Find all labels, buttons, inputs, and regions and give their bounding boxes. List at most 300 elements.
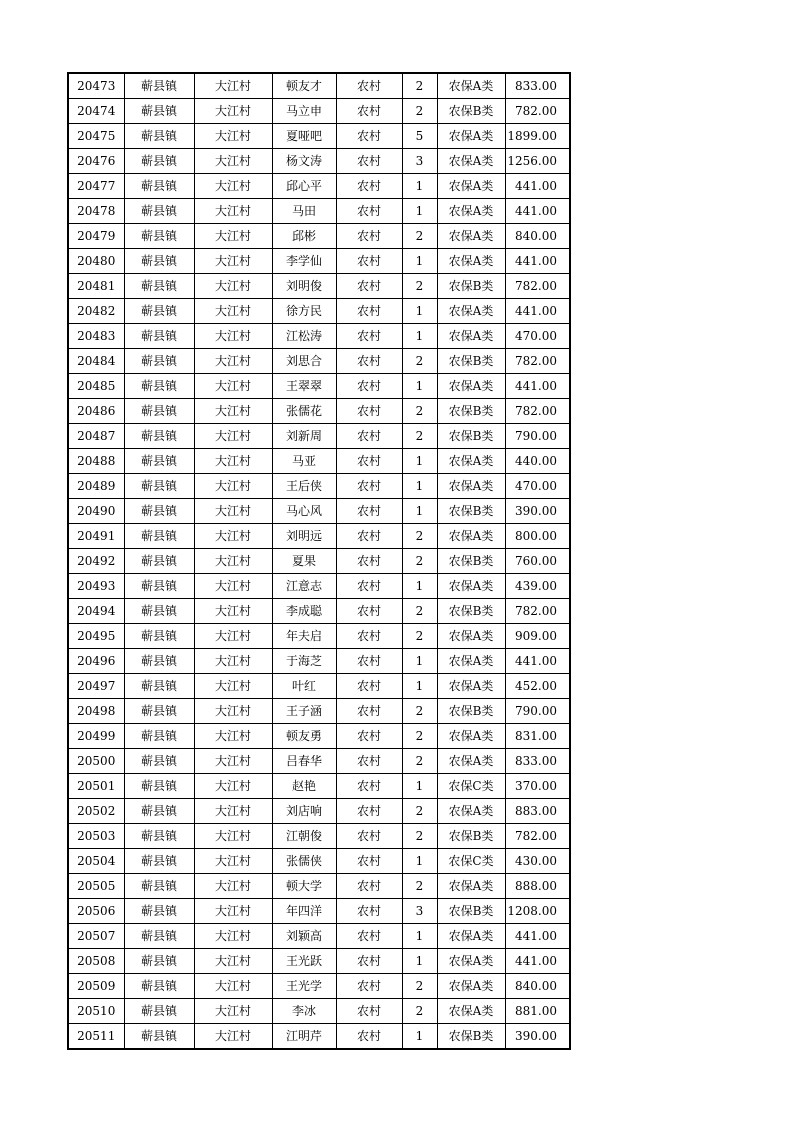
cell-village: 大江村 — [194, 874, 272, 899]
cell-record-id: 20492 — [68, 549, 124, 574]
cell-insurance-class: 农保B类 — [437, 599, 505, 624]
table-row — [68, 174, 570, 199]
cell-household-size: 2 — [402, 999, 437, 1024]
cell-town: 蕲县镇 — [124, 474, 194, 499]
cell-amount: 888.00 — [505, 874, 570, 899]
cell-area-type: 农村 — [336, 399, 402, 424]
table-row — [68, 199, 570, 224]
cell-household-size: 2 — [402, 73, 437, 99]
cell-town: 蕲县镇 — [124, 549, 194, 574]
cell-village: 大江村 — [194, 774, 272, 799]
cell-amount: 782.00 — [505, 599, 570, 624]
cell-insurance-class: 农保C类 — [437, 849, 505, 874]
cell-name: 年夫启 — [272, 624, 336, 649]
cell-record-id: 20493 — [68, 574, 124, 599]
cell-village: 大江村 — [194, 549, 272, 574]
cell-record-id: 20491 — [68, 524, 124, 549]
cell-village: 大江村 — [194, 124, 272, 149]
cell-record-id: 20505 — [68, 874, 124, 899]
cell-village: 大江村 — [194, 924, 272, 949]
cell-name: 王子涵 — [272, 699, 336, 724]
cell-record-id: 20489 — [68, 474, 124, 499]
cell-record-id: 20475 — [68, 124, 124, 149]
cell-name: 马立申 — [272, 99, 336, 124]
cell-name: 叶红 — [272, 674, 336, 699]
table-row — [68, 424, 570, 449]
cell-village: 大江村 — [194, 899, 272, 924]
cell-area-type: 农村 — [336, 549, 402, 574]
cell-insurance-class: 农保A类 — [437, 574, 505, 599]
cell-amount: 760.00 — [505, 549, 570, 574]
cell-name: 顿友才 — [272, 73, 336, 99]
cell-amount: 782.00 — [505, 399, 570, 424]
cell-area-type: 农村 — [336, 849, 402, 874]
cell-name: 赵艳 — [272, 774, 336, 799]
cell-village: 大江村 — [194, 799, 272, 824]
cell-household-size: 2 — [402, 224, 437, 249]
cell-record-id: 20497 — [68, 674, 124, 699]
cell-amount: 833.00 — [505, 749, 570, 774]
cell-area-type: 农村 — [336, 724, 402, 749]
cell-area-type: 农村 — [336, 649, 402, 674]
cell-town: 蕲县镇 — [124, 849, 194, 874]
table-row — [68, 649, 570, 674]
cell-record-id: 20480 — [68, 249, 124, 274]
cell-village: 大江村 — [194, 649, 272, 674]
cell-household-size: 1 — [402, 474, 437, 499]
table-row — [68, 699, 570, 724]
cell-village: 大江村 — [194, 574, 272, 599]
cell-name: 顿友勇 — [272, 724, 336, 749]
cell-record-id: 20487 — [68, 424, 124, 449]
cell-town: 蕲县镇 — [124, 974, 194, 999]
table-row — [68, 73, 570, 99]
cell-amount: 909.00 — [505, 624, 570, 649]
cell-town: 蕲县镇 — [124, 924, 194, 949]
cell-insurance-class: 农保A类 — [437, 799, 505, 824]
table-row — [68, 849, 570, 874]
cell-area-type: 农村 — [336, 499, 402, 524]
cell-record-id: 20490 — [68, 499, 124, 524]
cell-town: 蕲县镇 — [124, 999, 194, 1024]
cell-town: 蕲县镇 — [124, 824, 194, 849]
table-row — [68, 374, 570, 399]
cell-record-id: 20509 — [68, 974, 124, 999]
cell-record-id: 20477 — [68, 174, 124, 199]
cell-area-type: 农村 — [336, 124, 402, 149]
table-row — [68, 124, 570, 149]
cell-name: 李冰 — [272, 999, 336, 1024]
cell-household-size: 2 — [402, 399, 437, 424]
cell-amount: 390.00 — [505, 499, 570, 524]
table-row — [68, 774, 570, 799]
cell-insurance-class: 农保B类 — [437, 399, 505, 424]
cell-household-size: 2 — [402, 699, 437, 724]
cell-record-id: 20488 — [68, 449, 124, 474]
cell-area-type: 农村 — [336, 524, 402, 549]
table-row — [68, 324, 570, 349]
cell-record-id: 20483 — [68, 324, 124, 349]
cell-town: 蕲县镇 — [124, 149, 194, 174]
cell-area-type: 农村 — [336, 874, 402, 899]
table-row — [68, 824, 570, 849]
cell-household-size: 2 — [402, 424, 437, 449]
cell-record-id: 20500 — [68, 749, 124, 774]
cell-village: 大江村 — [194, 724, 272, 749]
cell-village: 大江村 — [194, 299, 272, 324]
cell-household-size: 1 — [402, 174, 437, 199]
cell-village: 大江村 — [194, 274, 272, 299]
cell-village: 大江村 — [194, 399, 272, 424]
cell-insurance-class: 农保A类 — [437, 124, 505, 149]
cell-record-id: 20498 — [68, 699, 124, 724]
cell-name: 江朝俊 — [272, 824, 336, 849]
cell-name: 年四洋 — [272, 899, 336, 924]
cell-area-type: 农村 — [336, 1024, 402, 1050]
cell-insurance-class: 农保B类 — [437, 99, 505, 124]
cell-town: 蕲县镇 — [124, 674, 194, 699]
cell-village: 大江村 — [194, 824, 272, 849]
cell-household-size: 1 — [402, 849, 437, 874]
cell-town: 蕲县镇 — [124, 374, 194, 399]
cell-name: 马心风 — [272, 499, 336, 524]
cell-record-id: 20485 — [68, 374, 124, 399]
cell-area-type: 农村 — [336, 199, 402, 224]
table-row — [68, 724, 570, 749]
cell-record-id: 20482 — [68, 299, 124, 324]
cell-household-size: 1 — [402, 674, 437, 699]
cell-amount: 831.00 — [505, 724, 570, 749]
cell-name: 王光学 — [272, 974, 336, 999]
cell-town: 蕲县镇 — [124, 949, 194, 974]
cell-insurance-class: 农保B类 — [437, 549, 505, 574]
cell-household-size: 1 — [402, 324, 437, 349]
cell-household-size: 2 — [402, 874, 437, 899]
cell-name: 刘明俊 — [272, 274, 336, 299]
table-row — [68, 799, 570, 824]
cell-town: 蕲县镇 — [124, 499, 194, 524]
cell-town: 蕲县镇 — [124, 574, 194, 599]
cell-amount: 441.00 — [505, 649, 570, 674]
cell-name: 江意志 — [272, 574, 336, 599]
cell-amount: 441.00 — [505, 174, 570, 199]
cell-household-size: 2 — [402, 624, 437, 649]
cell-town: 蕲县镇 — [124, 799, 194, 824]
cell-household-size: 1 — [402, 649, 437, 674]
cell-amount: 833.00 — [505, 73, 570, 99]
cell-amount: 441.00 — [505, 949, 570, 974]
cell-town: 蕲县镇 — [124, 524, 194, 549]
cell-name: 江松涛 — [272, 324, 336, 349]
cell-amount: 790.00 — [505, 424, 570, 449]
cell-household-size: 1 — [402, 574, 437, 599]
cell-amount: 881.00 — [505, 999, 570, 1024]
cell-name: 马田 — [272, 199, 336, 224]
cell-town: 蕲县镇 — [124, 274, 194, 299]
cell-record-id: 20479 — [68, 224, 124, 249]
cell-name: 江明芹 — [272, 1024, 336, 1050]
cell-town: 蕲县镇 — [124, 124, 194, 149]
cell-town: 蕲县镇 — [124, 874, 194, 899]
cell-name: 顿大学 — [272, 874, 336, 899]
cell-town: 蕲县镇 — [124, 349, 194, 374]
cell-town: 蕲县镇 — [124, 174, 194, 199]
cell-village: 大江村 — [194, 624, 272, 649]
cell-name: 王后侠 — [272, 474, 336, 499]
cell-area-type: 农村 — [336, 899, 402, 924]
cell-insurance-class: 农保A类 — [437, 374, 505, 399]
cell-insurance-class: 农保A类 — [437, 924, 505, 949]
cell-insurance-class: 农保A类 — [437, 724, 505, 749]
cell-insurance-class: 农保A类 — [437, 249, 505, 274]
cell-insurance-class: 农保A类 — [437, 449, 505, 474]
cell-insurance-class: 农保B类 — [437, 499, 505, 524]
cell-amount: 441.00 — [505, 299, 570, 324]
cell-village: 大江村 — [194, 599, 272, 624]
cell-insurance-class: 农保B类 — [437, 899, 505, 924]
cell-record-id: 20499 — [68, 724, 124, 749]
table-row — [68, 974, 570, 999]
cell-record-id: 20484 — [68, 349, 124, 374]
cell-area-type: 农村 — [336, 799, 402, 824]
cell-insurance-class: 农保A类 — [437, 674, 505, 699]
cell-town: 蕲县镇 — [124, 649, 194, 674]
table-row — [68, 549, 570, 574]
cell-name: 刘思合 — [272, 349, 336, 374]
cell-town: 蕲县镇 — [124, 199, 194, 224]
cell-household-size: 1 — [402, 949, 437, 974]
cell-household-size: 2 — [402, 349, 437, 374]
cell-name: 马亚 — [272, 449, 336, 474]
cell-area-type: 农村 — [336, 249, 402, 274]
cell-insurance-class: 农保A类 — [437, 974, 505, 999]
table-row — [68, 224, 570, 249]
cell-insurance-class: 农保A类 — [437, 149, 505, 174]
cell-amount: 370.00 — [505, 774, 570, 799]
cell-amount: 470.00 — [505, 324, 570, 349]
table-row — [68, 924, 570, 949]
cell-village: 大江村 — [194, 1024, 272, 1050]
table-row — [68, 349, 570, 374]
cell-village: 大江村 — [194, 349, 272, 374]
table-row — [68, 1024, 570, 1050]
cell-insurance-class: 农保A类 — [437, 524, 505, 549]
cell-household-size: 2 — [402, 824, 437, 849]
cell-area-type: 农村 — [336, 224, 402, 249]
cell-amount: 441.00 — [505, 924, 570, 949]
cell-name: 刘颖高 — [272, 924, 336, 949]
cell-name: 刘明远 — [272, 524, 336, 549]
cell-area-type: 农村 — [336, 749, 402, 774]
cell-area-type: 农村 — [336, 774, 402, 799]
table-row — [68, 499, 570, 524]
cell-town: 蕲县镇 — [124, 424, 194, 449]
cell-record-id: 20508 — [68, 949, 124, 974]
cell-town: 蕲县镇 — [124, 299, 194, 324]
cell-town: 蕲县镇 — [124, 774, 194, 799]
cell-household-size: 5 — [402, 124, 437, 149]
cell-town: 蕲县镇 — [124, 599, 194, 624]
cell-area-type: 农村 — [336, 999, 402, 1024]
cell-town: 蕲县镇 — [124, 1024, 194, 1050]
cell-area-type: 农村 — [336, 974, 402, 999]
cell-name: 李学仙 — [272, 249, 336, 274]
cell-insurance-class: 农保A类 — [437, 324, 505, 349]
cell-household-size: 1 — [402, 774, 437, 799]
cell-insurance-class: 农保A类 — [437, 999, 505, 1024]
cell-village: 大江村 — [194, 499, 272, 524]
cell-village: 大江村 — [194, 449, 272, 474]
cell-village: 大江村 — [194, 999, 272, 1024]
cell-amount: 782.00 — [505, 824, 570, 849]
cell-name: 张儒花 — [272, 399, 336, 424]
table-row — [68, 999, 570, 1024]
cell-record-id: 20478 — [68, 199, 124, 224]
cell-area-type: 农村 — [336, 674, 402, 699]
cell-household-size: 1 — [402, 449, 437, 474]
cell-insurance-class: 农保B类 — [437, 699, 505, 724]
cell-record-id: 20507 — [68, 924, 124, 949]
cell-record-id: 20496 — [68, 649, 124, 674]
cell-household-size: 2 — [402, 974, 437, 999]
cell-amount: 782.00 — [505, 99, 570, 124]
cell-area-type: 农村 — [336, 149, 402, 174]
cell-household-size: 2 — [402, 799, 437, 824]
cell-name: 李成聪 — [272, 599, 336, 624]
cell-insurance-class: 农保A类 — [437, 73, 505, 99]
cell-amount: 390.00 — [505, 1024, 570, 1050]
cell-area-type: 农村 — [336, 699, 402, 724]
table-row — [68, 299, 570, 324]
cell-town: 蕲县镇 — [124, 399, 194, 424]
cell-record-id: 20504 — [68, 849, 124, 874]
cell-area-type: 农村 — [336, 73, 402, 99]
table-body — [68, 73, 570, 1049]
cell-village: 大江村 — [194, 974, 272, 999]
cell-household-size: 3 — [402, 149, 437, 174]
table-row — [68, 599, 570, 624]
table-row — [68, 874, 570, 899]
cell-village: 大江村 — [194, 73, 272, 99]
cell-village: 大江村 — [194, 849, 272, 874]
cell-name: 于海芝 — [272, 649, 336, 674]
table-row — [68, 749, 570, 774]
cell-insurance-class: 农保A类 — [437, 949, 505, 974]
cell-record-id: 20503 — [68, 824, 124, 849]
cell-record-id: 20481 — [68, 274, 124, 299]
cell-village: 大江村 — [194, 674, 272, 699]
cell-amount: 790.00 — [505, 699, 570, 724]
cell-town: 蕲县镇 — [124, 899, 194, 924]
cell-record-id: 20502 — [68, 799, 124, 824]
cell-town: 蕲县镇 — [124, 73, 194, 99]
cell-name: 杨文涛 — [272, 149, 336, 174]
cell-name: 夏果 — [272, 549, 336, 574]
cell-household-size: 2 — [402, 724, 437, 749]
cell-amount: 840.00 — [505, 974, 570, 999]
cell-record-id: 20510 — [68, 999, 124, 1024]
cell-record-id: 20511 — [68, 1024, 124, 1050]
cell-area-type: 农村 — [336, 274, 402, 299]
table-row — [68, 249, 570, 274]
cell-village: 大江村 — [194, 949, 272, 974]
cell-household-size: 1 — [402, 1024, 437, 1050]
cell-village: 大江村 — [194, 149, 272, 174]
cell-town: 蕲县镇 — [124, 224, 194, 249]
cell-area-type: 农村 — [336, 624, 402, 649]
cell-household-size: 2 — [402, 524, 437, 549]
cell-household-size: 2 — [402, 599, 437, 624]
cell-record-id: 20474 — [68, 99, 124, 124]
cell-amount: 441.00 — [505, 199, 570, 224]
cell-town: 蕲县镇 — [124, 724, 194, 749]
cell-area-type: 农村 — [336, 299, 402, 324]
cell-village: 大江村 — [194, 99, 272, 124]
cell-insurance-class: 农保B类 — [437, 274, 505, 299]
cell-area-type: 农村 — [336, 349, 402, 374]
cell-household-size: 1 — [402, 374, 437, 399]
cell-record-id: 20494 — [68, 599, 124, 624]
cell-record-id: 20473 — [68, 73, 124, 99]
cell-village: 大江村 — [194, 524, 272, 549]
cell-area-type: 农村 — [336, 949, 402, 974]
cell-amount: 470.00 — [505, 474, 570, 499]
cell-village: 大江村 — [194, 174, 272, 199]
cell-amount: 1208.00 — [505, 899, 570, 924]
cell-village: 大江村 — [194, 199, 272, 224]
cell-name: 徐方民 — [272, 299, 336, 324]
cell-town: 蕲县镇 — [124, 449, 194, 474]
cell-area-type: 农村 — [336, 449, 402, 474]
cell-insurance-class: 农保A类 — [437, 199, 505, 224]
cell-amount: 441.00 — [505, 249, 570, 274]
cell-amount: 440.00 — [505, 449, 570, 474]
cell-record-id: 20476 — [68, 149, 124, 174]
cell-name: 王光跃 — [272, 949, 336, 974]
cell-village: 大江村 — [194, 374, 272, 399]
cell-insurance-class: 农保B类 — [437, 424, 505, 449]
table-row — [68, 624, 570, 649]
cell-name: 王翠翠 — [272, 374, 336, 399]
table-row — [68, 574, 570, 599]
table-row — [68, 449, 570, 474]
cell-amount: 782.00 — [505, 349, 570, 374]
benefit-roster-table — [67, 72, 571, 1050]
cell-amount: 840.00 — [505, 224, 570, 249]
cell-household-size: 1 — [402, 249, 437, 274]
cell-amount: 430.00 — [505, 849, 570, 874]
cell-insurance-class: 农保A类 — [437, 624, 505, 649]
table-row — [68, 674, 570, 699]
cell-insurance-class: 农保A类 — [437, 299, 505, 324]
cell-household-size: 2 — [402, 749, 437, 774]
cell-name: 张儒侠 — [272, 849, 336, 874]
cell-village: 大江村 — [194, 474, 272, 499]
cell-name: 邱心平 — [272, 174, 336, 199]
cell-area-type: 农村 — [336, 824, 402, 849]
cell-village: 大江村 — [194, 224, 272, 249]
cell-town: 蕲县镇 — [124, 324, 194, 349]
table-row — [68, 149, 570, 174]
cell-insurance-class: 农保A类 — [437, 474, 505, 499]
cell-area-type: 农村 — [336, 99, 402, 124]
cell-area-type: 农村 — [336, 424, 402, 449]
table-row — [68, 949, 570, 974]
cell-amount: 439.00 — [505, 574, 570, 599]
cell-village: 大江村 — [194, 699, 272, 724]
cell-record-id: 20486 — [68, 399, 124, 424]
cell-area-type: 农村 — [336, 174, 402, 199]
